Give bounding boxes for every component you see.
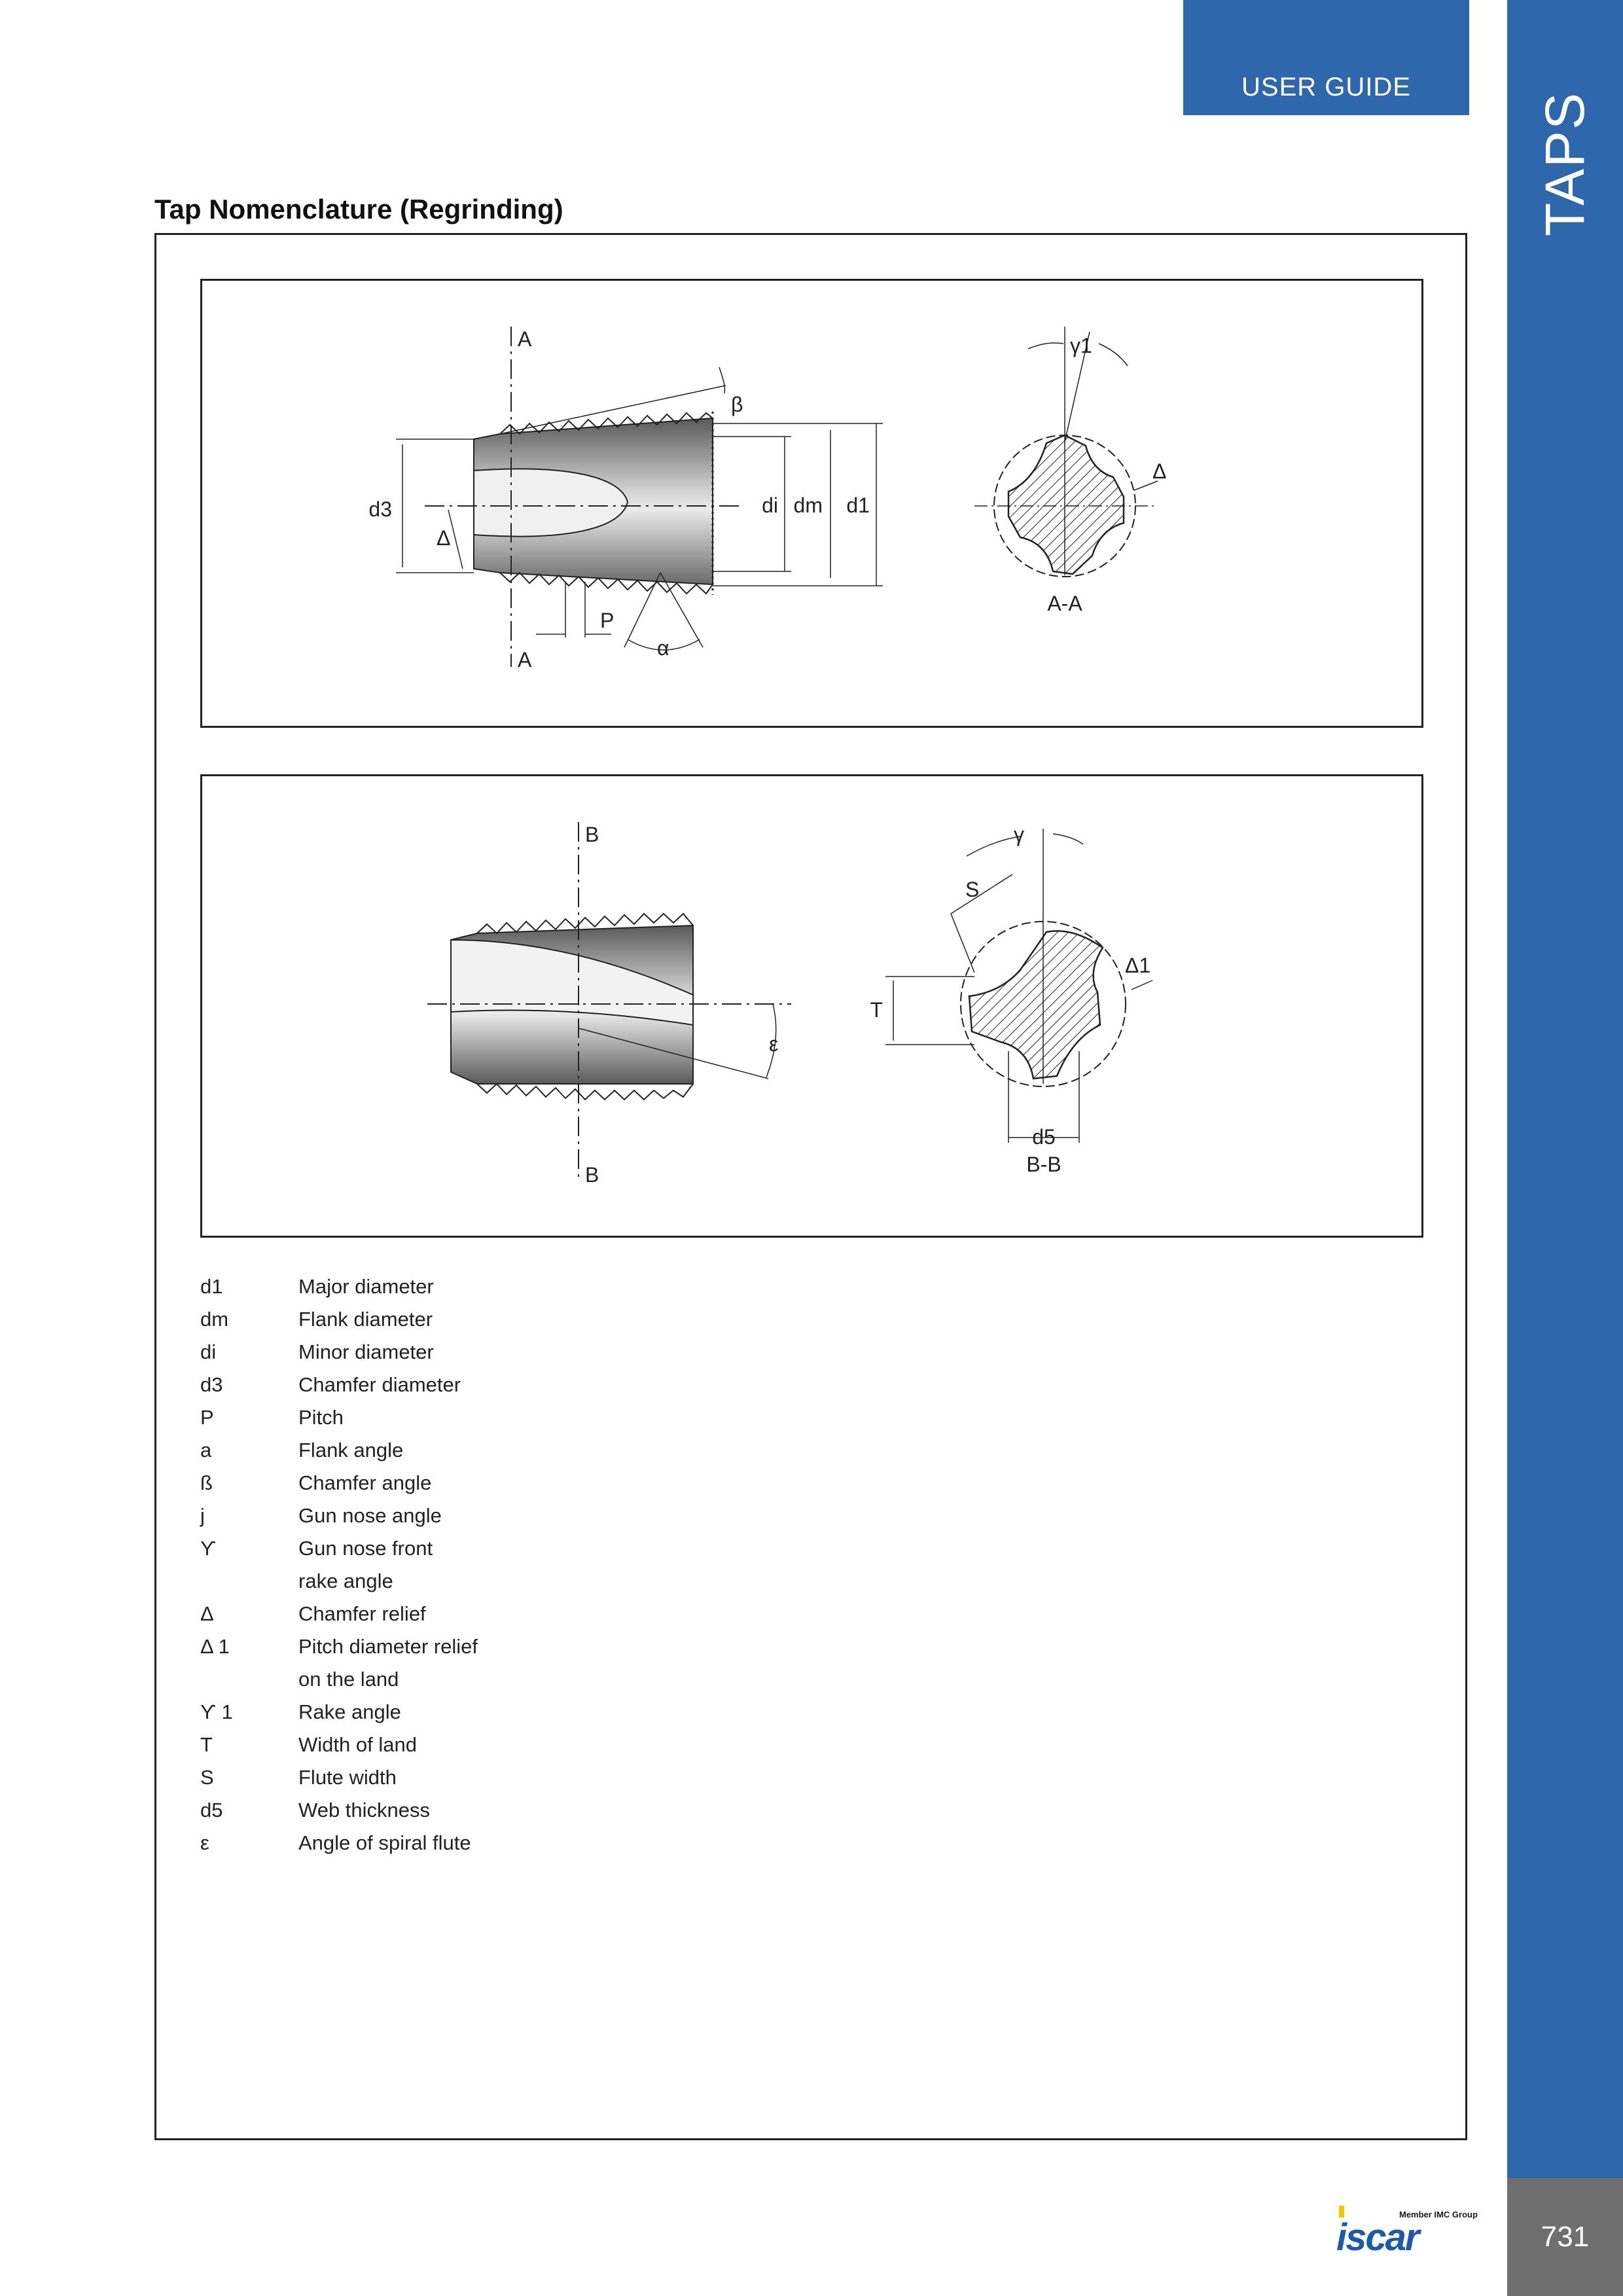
label-delta: Δ <box>437 526 451 550</box>
legend-symbol: ϒ 1 <box>200 1700 233 1723</box>
label-gamma: γ <box>1014 823 1024 846</box>
section-mark-b-bottom: B <box>585 1163 599 1187</box>
page-number-box <box>1507 2178 1623 2296</box>
legend-description: rake angle <box>298 1570 393 1592</box>
legend-description: Width of land <box>298 1733 417 1756</box>
label-beta: β <box>731 393 743 416</box>
label-d1: d1 <box>846 493 870 517</box>
section-mark-a-bottom: A <box>518 648 532 672</box>
legend-description: Flute width <box>298 1766 397 1789</box>
side-title-text: TAPS <box>1534 91 1596 236</box>
legend-description: Rake angle <box>298 1700 401 1723</box>
legend-symbol: P <box>200 1406 214 1429</box>
label-epsilon: ε <box>769 1032 779 1056</box>
label-d5: d5 <box>1032 1125 1056 1149</box>
label-d3: d3 <box>368 497 392 521</box>
section-title: Tap Nomenclature (Regrinding) <box>154 194 563 224</box>
legend-description: Pitch diameter relief <box>298 1635 478 1658</box>
section-b-b-view <box>885 829 1152 1143</box>
legend-symbol: ϒ <box>200 1537 216 1560</box>
legend-description: Pitch <box>298 1406 344 1429</box>
section-mark-a-top: A <box>518 327 532 351</box>
label-width-of-land: T <box>870 998 883 1022</box>
legend-symbol: d5 <box>200 1799 223 1821</box>
section-mark-b-top: B <box>585 823 599 846</box>
legend-description: Chamfer angle <box>298 1471 432 1494</box>
legend-description: Major diameter <box>298 1275 434 1298</box>
user-guide-label: USER GUIDE <box>1241 73 1411 101</box>
legend-symbol: T <box>200 1733 213 1756</box>
legend-symbol: ε <box>200 1831 209 1854</box>
page-number: 731 <box>1541 2221 1590 2253</box>
legend-symbol: S <box>200 1766 214 1789</box>
label-pitch: P <box>600 609 615 632</box>
legend-symbol: dm <box>200 1308 229 1331</box>
legend-description: Flank diameter <box>298 1308 433 1331</box>
legend-symbol: d1 <box>200 1275 223 1298</box>
label-delta-section: Δ <box>1152 459 1167 483</box>
tap-side-view <box>474 412 713 595</box>
legend-symbol: a <box>200 1439 212 1462</box>
tap-nomenclature-diagram-b <box>200 774 1423 1238</box>
legend-symbol: Δ <box>200 1602 214 1625</box>
legend-symbol: di <box>200 1340 217 1363</box>
label-di: di <box>762 493 778 517</box>
tap-nomenclature-diagram-a <box>200 279 1423 728</box>
side-band <box>1507 0 1623 2178</box>
user-guide-tab <box>1183 0 1469 115</box>
legend-symbol: Δ 1 <box>200 1635 230 1658</box>
legend-description: Chamfer diameter <box>298 1373 461 1396</box>
label-section-a-a: A-A <box>1047 592 1082 615</box>
logo-brand: iscar <box>1336 2216 1419 2259</box>
label-section-b-b: B-B <box>1026 1153 1061 1176</box>
legend-description: Flank angle <box>298 1439 404 1462</box>
label-delta1: Δ1 <box>1125 954 1151 977</box>
section-a-a-view <box>974 327 1158 577</box>
legend-description: on the land <box>298 1668 399 1691</box>
legend-symbol: ß <box>200 1471 213 1494</box>
side-title <box>1507 85 1623 242</box>
label-dm: dm <box>793 493 823 517</box>
legend-description: Minor diameter <box>298 1340 434 1363</box>
legend-description: Gun nose angle <box>298 1504 442 1527</box>
spiral-tap-side-view <box>451 914 693 1100</box>
legend-symbol: j <box>200 1504 205 1527</box>
label-alpha: α <box>657 636 669 660</box>
legend-description: Web thickness <box>298 1799 431 1821</box>
iscar-logo <box>1335 2200 1478 2259</box>
label-gamma1: γ1 <box>1070 334 1092 357</box>
logo-tagline: Member IMC Group <box>1399 2210 1478 2219</box>
label-flute-width: S <box>965 878 980 901</box>
legend-description: Chamfer relief <box>298 1602 426 1625</box>
legend-description: Gun nose front <box>298 1537 433 1560</box>
legend-symbol: d3 <box>200 1373 223 1396</box>
legend-description: Angle of spiral flute <box>298 1831 471 1854</box>
